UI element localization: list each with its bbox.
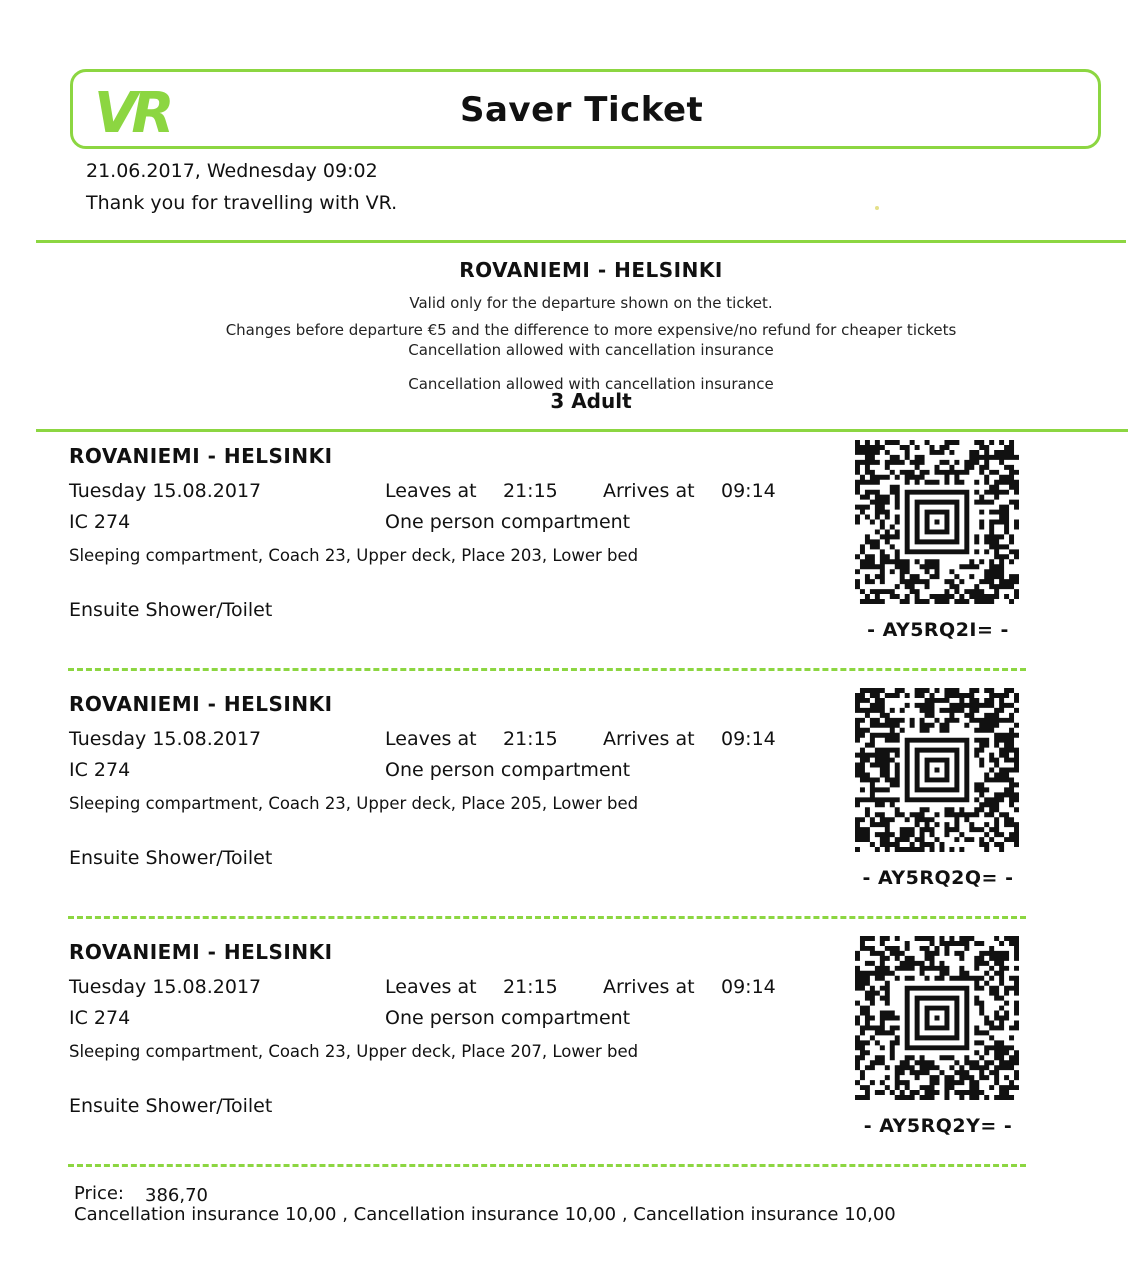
ticket-route: ROVANIEMI - HELSINKI: [69, 444, 333, 468]
price-value: 386,70: [145, 1185, 208, 1206]
scan-speck: [875, 206, 879, 210]
leaves-label: Leaves at: [385, 480, 477, 502]
ticket-1: [0, 432, 1146, 680]
ticket-title: Saver Ticket: [460, 90, 704, 130]
arrives-time: 09:14: [721, 728, 776, 750]
qr-modules: [855, 440, 1019, 604]
divider-top: [36, 240, 1126, 243]
ticket-separator: [68, 916, 1026, 919]
ticket-code: - AY5RQ2Y= -: [863, 1115, 1013, 1137]
train-number: IC 274: [69, 1007, 131, 1029]
ticket-route: ROVANIEMI - HELSINKI: [69, 940, 333, 964]
cancellation-note: Cancellation allowed with cancellation insurance: [408, 341, 774, 359]
ticket-separator: [68, 1164, 1026, 1167]
validity-note: Valid only for the departure shown on the ticket.: [409, 294, 773, 312]
seat-details: Sleeping compartment, Coach 23, Upper deck, Place 205, Lower bed: [69, 794, 639, 813]
leaves-label: Leaves at: [385, 728, 477, 750]
ticket-2: [0, 680, 1146, 928]
leaves-time: 21:15: [503, 480, 558, 502]
seat-details: Sleeping compartment, Coach 23, Upper deck, Place 207, Lower bed: [69, 1042, 639, 1061]
qr-modules: [855, 688, 1019, 852]
ticket-code: - AY5RQ2Q= -: [862, 867, 1014, 889]
compartment-class: One person compartment: [385, 759, 631, 781]
qr-code: [855, 688, 1019, 852]
train-number: IC 274: [69, 759, 131, 781]
vr-logo: [92, 84, 212, 138]
arrives-time: 09:14: [721, 480, 776, 502]
arrives-time: 09:14: [721, 976, 776, 998]
leaves-time: 21:15: [503, 728, 558, 750]
qr-code: [855, 440, 1019, 604]
seat-details: Sleeping compartment, Coach 23, Upper deck, Place 203, Lower bed: [69, 546, 639, 565]
ticket-code: - AY5RQ2I= -: [867, 619, 1009, 641]
qr-code: [855, 936, 1019, 1100]
journey-route: ROVANIEMI - HELSINKI: [459, 258, 723, 282]
compartment-class: One person compartment: [385, 1007, 631, 1029]
train-number: IC 274: [69, 511, 131, 533]
ticket-date: Tuesday 15.08.2017: [69, 480, 262, 502]
compartment-class: One person compartment: [385, 511, 631, 533]
issue-date: 21.06.2017, Wednesday 09:02: [86, 160, 378, 182]
passenger-count: 3 Adult: [550, 389, 632, 413]
leaves-time: 21:15: [503, 976, 558, 998]
svg-text:VR: VR: [94, 84, 169, 138]
insurance-summary: Cancellation insurance 10,00 , Cancellation insurance 10,00 , Cancellation insurance 10,00: [74, 1204, 896, 1225]
ticket-3: [0, 928, 1146, 1176]
qr-modules: [855, 936, 1019, 1100]
arrives-label: Arrives at: [603, 728, 695, 750]
ticket-route: ROVANIEMI - HELSINKI: [69, 692, 333, 716]
price-label: Price:: [74, 1183, 124, 1204]
changes-note: Changes before departure €5 and the difference to more expensive/no refund for cheaper tickets: [225, 321, 957, 339]
ensuite-info: Ensuite Shower/Toilet: [69, 847, 273, 869]
ticket-date: Tuesday 15.08.2017: [69, 728, 262, 750]
leaves-label: Leaves at: [385, 976, 477, 998]
arrives-label: Arrives at: [603, 976, 695, 998]
cancellation-note-2: Cancellation allowed with cancellation insurance: [408, 375, 774, 393]
ticket-separator: [68, 668, 1026, 671]
ticket-date: Tuesday 15.08.2017: [69, 976, 262, 998]
arrives-label: Arrives at: [603, 480, 695, 502]
ensuite-info: Ensuite Shower/Toilet: [69, 599, 273, 621]
ensuite-info: Ensuite Shower/Toilet: [69, 1095, 273, 1117]
thanks-text: Thank you for travelling with VR.: [86, 192, 398, 214]
